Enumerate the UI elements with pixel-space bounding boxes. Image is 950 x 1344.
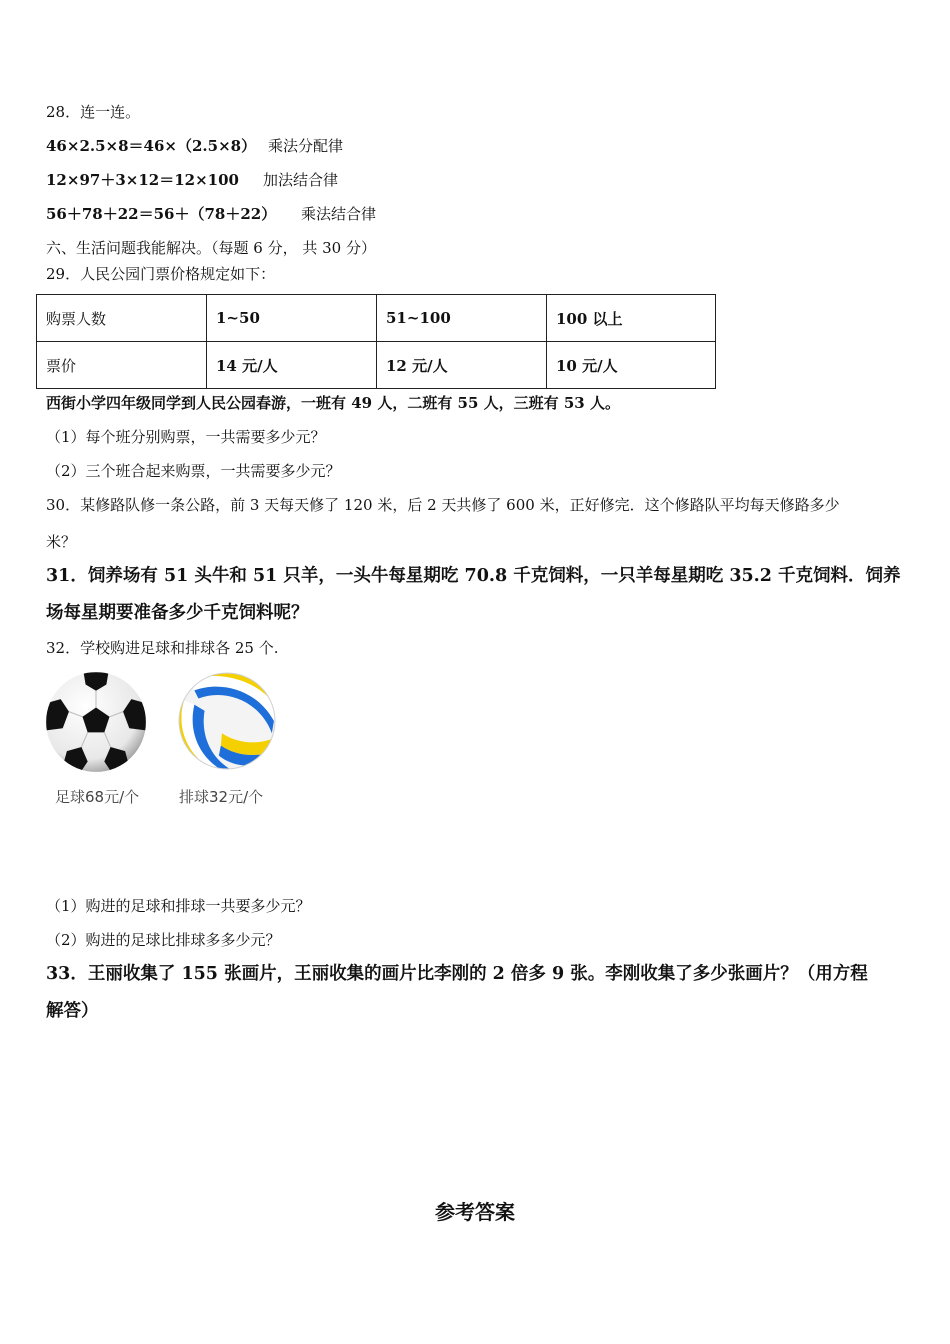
q29-description: 西街小学四年级同学到人民公园春游，一班有 49 人，二班有 55 人，三班有 53 人。 <box>46 394 620 412</box>
table-cell: 购票人数 <box>37 295 207 342</box>
q28-expr-2: 12×97＋3×12＝12×100 <box>46 171 239 189</box>
q30-line-2: 米？ <box>46 533 77 551</box>
table-cell: 14 元/人 <box>207 342 377 389</box>
ticket-price-table <box>36 294 716 389</box>
soccer-ball-image <box>44 670 154 778</box>
q28-rule-3: 乘法结合律 <box>301 205 377 223</box>
table-row <box>37 295 716 342</box>
q29-sub-question-2: （2）三个班合起来购票，一共需要多少元？ <box>46 462 341 480</box>
q33-line-2: 解答） <box>46 1001 99 1021</box>
volleyball-image <box>176 670 286 776</box>
q31-line-1: 31．饲养场有 51 头牛和 51 只羊，一头牛每星期吃 70.8 千克饲料，一只羊每星期吃 35.2 千克饲料．饲养 <box>46 566 901 586</box>
table-cell: 100 以上 <box>547 295 716 342</box>
q32-sub-question-1: （1）购进的足球和排球一共要多少元？ <box>46 897 311 915</box>
q29-sub-question-1: （1）每个班分别购票，一共需要多少元？ <box>46 428 326 446</box>
q30-line-1: 30．某修路队修一条公路，前 3 天每天修了 120 米，后 2 天共修了 600 米，正好修完．这个修路队平均每天修路多少 <box>46 496 840 514</box>
q28-expr-3: 56＋78＋22＝56＋（78＋22） <box>46 205 277 223</box>
q32-title: 32．学校购进足球和排球各 25 个. <box>46 639 279 657</box>
q28-expr-1: 46×2.5×8＝46×（2.5×8） <box>46 137 257 155</box>
q33-line-1: 33．王丽收集了 155 张画片，王丽收集的画片比李刚的 2 倍多 9 张。李刚收集了多少张画片？（用方程 <box>46 964 868 984</box>
q32-sub-question-2: （2）购进的足球比排球多多少元？ <box>46 931 281 949</box>
answer-section-title: 参考答案 <box>435 1200 515 1224</box>
table-cell: 12 元/人 <box>377 342 547 389</box>
table-cell: 51~100 <box>377 295 547 342</box>
q28-rule-1: 乘法分配律 <box>268 137 344 155</box>
q31-line-2: 场每星期要准备多少千克饲料呢？ <box>46 603 309 623</box>
volleyball-price-label: 排球32元/个 <box>179 788 264 806</box>
table-cell: 票价 <box>37 342 207 389</box>
table-cell: 10 元/人 <box>547 342 716 389</box>
q28-title: 28．连一连。 <box>46 103 141 121</box>
q28-rule-2: 加法结合律 <box>263 171 339 189</box>
q29-title: 29．人民公园门票价格规定如下： <box>46 265 276 283</box>
soccer-price-label: 足球68元/个 <box>55 788 140 806</box>
table-cell: 1~50 <box>207 295 377 342</box>
table-row <box>37 342 716 389</box>
section-6-heading: 六、生活问题我能解决。（每题 6 分， 共 30 分） <box>46 239 376 257</box>
